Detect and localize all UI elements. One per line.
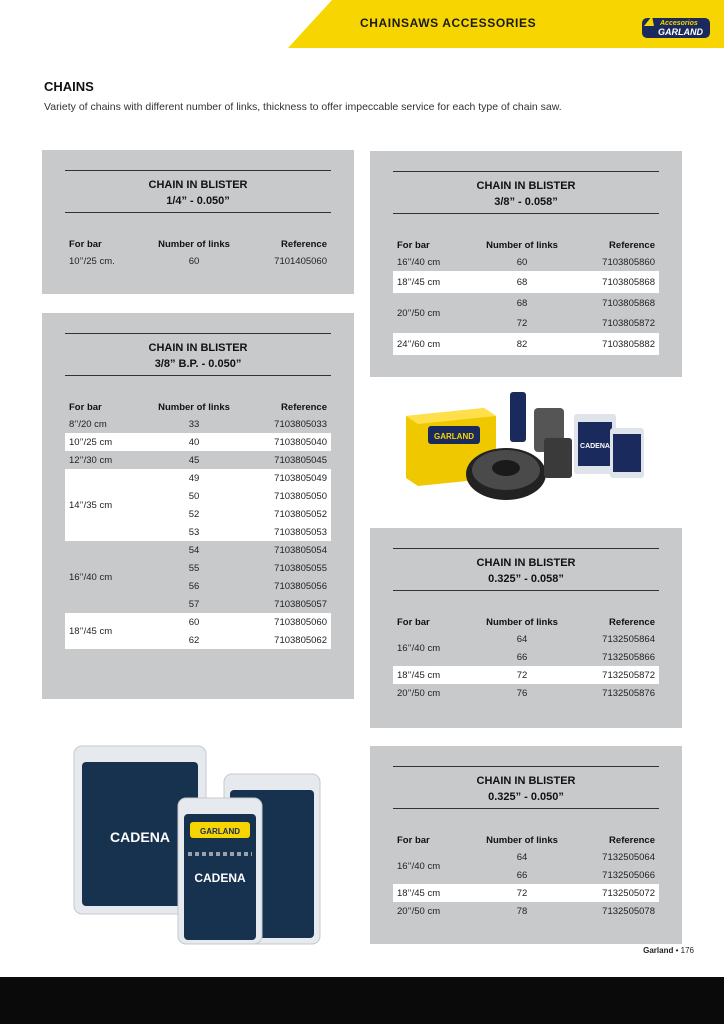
- table-row: [65, 451, 331, 469]
- bar-cell: 16’’/40 cm: [397, 642, 441, 654]
- chain-blister-packs-photo: [70, 742, 330, 948]
- header-reference: Reference: [281, 401, 327, 413]
- bar-cell: 16’’/40 cm: [69, 571, 113, 583]
- links-cell: 78: [516, 905, 528, 917]
- links-cell: 55: [188, 562, 200, 574]
- page-category-title: CHAINSAWS ACCESSORIES: [360, 16, 537, 30]
- header-for-bar: For bar: [397, 834, 430, 846]
- table-row: [145, 523, 331, 541]
- footer-separator: •: [675, 946, 679, 955]
- table-row: [145, 631, 331, 649]
- table-header-row: [393, 237, 659, 253]
- links-cell: 82: [516, 338, 528, 350]
- links-cell: 40: [188, 436, 200, 448]
- table-title: CHAIN IN BLISTER: [476, 775, 576, 787]
- links-cell: 68: [516, 297, 528, 309]
- reference-cell: 7103805050: [274, 490, 327, 502]
- links-cell: 53: [188, 526, 200, 538]
- table-row: [473, 293, 659, 313]
- reference-cell: 7103805868: [602, 276, 655, 288]
- table-header-row: [393, 614, 659, 630]
- table-row-group: [393, 293, 659, 333]
- table-row: [393, 271, 659, 293]
- header-for-bar: For bar: [69, 238, 102, 250]
- reference-cell: 7103805057: [274, 598, 327, 610]
- bar-cell: 12’’/30 cm: [69, 454, 113, 466]
- bar-cell: 16’’/40 cm: [397, 256, 441, 268]
- table-row: [393, 666, 659, 684]
- links-cell: 33: [188, 418, 200, 430]
- reference-cell: 7103805055: [274, 562, 327, 574]
- reference-cell: 7103805056: [274, 580, 327, 592]
- links-cell: 57: [188, 598, 200, 610]
- table-header-row: [65, 236, 331, 252]
- links-cell: 64: [516, 851, 528, 863]
- table-row: [145, 595, 331, 613]
- reference-cell: 7101405060: [274, 255, 327, 267]
- photo-pack-label: CADENA: [580, 443, 610, 450]
- reference-cell: 7132505072: [602, 887, 655, 899]
- chain-table: [65, 236, 331, 270]
- reference-cell: 7103805860: [602, 256, 655, 268]
- table-row: [393, 884, 659, 902]
- header-number-of-links: Number of links: [486, 616, 558, 628]
- links-cell: 68: [516, 276, 528, 288]
- reference-cell: 7132505064: [602, 851, 655, 863]
- table-title: CHAIN IN BLISTER: [476, 557, 576, 569]
- table-panel-38bp-050: [42, 313, 354, 699]
- links-cell: 56: [188, 580, 200, 592]
- bar-cell: 10’’/25 cm.: [69, 255, 115, 267]
- reference-cell: 7103805882: [602, 338, 655, 350]
- bar-cell: 18’’/45 cm: [397, 669, 441, 681]
- header-reference: Reference: [609, 834, 655, 846]
- table-row-group: [65, 469, 331, 541]
- header-number-of-links: Number of links: [158, 238, 230, 250]
- photo-brand-text: GARLAND: [434, 432, 474, 441]
- table-row: [65, 433, 331, 451]
- header-reference: Reference: [609, 239, 655, 251]
- bar-cell: 18’’/45 cm: [397, 887, 441, 899]
- bar-cell: 18’’/45 cm: [397, 276, 441, 288]
- links-cell: 60: [188, 255, 200, 267]
- chain-table: [393, 614, 659, 702]
- table-row: [145, 613, 331, 631]
- reference-cell: 7132505078: [602, 905, 655, 917]
- table-row: [473, 648, 659, 666]
- bar-cell: 16’’/40 cm: [397, 860, 441, 872]
- reference-cell: 7103805062: [274, 634, 327, 646]
- pack-brand-text: GARLAND: [200, 827, 240, 836]
- bar-cell: 18’’/45 cm: [69, 625, 113, 637]
- header-reference: Reference: [609, 616, 655, 628]
- bar-cell: 8’’/20 cm: [69, 418, 107, 430]
- reference-cell: 7103805868: [602, 297, 655, 309]
- table-subtitle: 0.325” - 0.058”: [488, 573, 564, 585]
- table-row: [145, 541, 331, 559]
- table-row: [145, 487, 331, 505]
- links-cell: 49: [188, 472, 200, 484]
- header-reference: Reference: [281, 238, 327, 250]
- table-row: [473, 313, 659, 333]
- table-row: [65, 415, 331, 433]
- table-panel-quarter-050: [42, 150, 354, 294]
- reference-cell: 7132505864: [602, 633, 655, 645]
- header-number-of-links: Number of links: [486, 239, 558, 251]
- table-subtitle: 3/8” B.P. - 0.050”: [154, 358, 242, 370]
- reference-cell: 7103805049: [274, 472, 327, 484]
- pack-front-label: CADENA: [194, 871, 246, 885]
- table-row: [393, 684, 659, 702]
- reference-cell: 7103805053: [274, 526, 327, 538]
- header-for-bar: For bar: [397, 239, 430, 251]
- bar-cell: 20’’/50 cm: [397, 905, 441, 917]
- section-description: Variety of chains with different number of links, thickness to offer impeccable service for each type of chain saw.: [44, 101, 562, 113]
- table-row: [473, 866, 659, 884]
- chain-table: [393, 237, 659, 355]
- links-cell: 60: [188, 616, 200, 628]
- header-for-bar: For bar: [69, 401, 102, 413]
- page-number: [643, 946, 694, 955]
- reference-cell: 7103805872: [602, 317, 655, 329]
- chain-table: [65, 399, 331, 649]
- table-header-row: [65, 399, 331, 415]
- table-subtitle: 1/4” - 0.050”: [166, 195, 230, 207]
- table-title: CHAIN IN BLISTER: [148, 342, 248, 354]
- links-cell: 62: [188, 634, 200, 646]
- table-row: [473, 848, 659, 866]
- table-title: CHAIN IN BLISTER: [476, 180, 576, 192]
- links-cell: 72: [516, 317, 528, 329]
- reference-cell: 7132505872: [602, 669, 655, 681]
- footer-page: 176: [680, 946, 694, 955]
- table-row: [393, 902, 659, 920]
- links-cell: 50: [188, 490, 200, 502]
- table-panel-38-058: [370, 151, 682, 377]
- pack-back-label: CADENA: [110, 829, 170, 845]
- header-number-of-links: Number of links: [486, 834, 558, 846]
- links-cell: 72: [516, 887, 528, 899]
- links-cell: 76: [516, 687, 528, 699]
- links-cell: 64: [516, 633, 528, 645]
- table-row-group: [393, 630, 659, 666]
- links-cell: 45: [188, 454, 200, 466]
- reference-cell: 7132505066: [602, 869, 655, 881]
- links-cell: 66: [516, 869, 528, 881]
- table-row-group: [393, 848, 659, 884]
- table-row: [473, 630, 659, 648]
- reference-cell: 7132505866: [602, 651, 655, 663]
- links-cell: 72: [516, 669, 528, 681]
- table-title: CHAIN IN BLISTER: [148, 179, 248, 191]
- header-for-bar: For bar: [397, 616, 430, 628]
- table-row: [145, 577, 331, 595]
- table-subtitle: 3/8” - 0.058”: [494, 196, 558, 208]
- header-number-of-links: Number of links: [158, 401, 230, 413]
- bar-cell: 20’’/50 cm: [397, 307, 441, 319]
- garland-logo: [640, 12, 712, 42]
- footer-brand: Garland: [643, 946, 674, 955]
- table-row: [145, 559, 331, 577]
- logo-bottom-text: GARLAND: [658, 27, 703, 37]
- reference-cell: 7103805052: [274, 508, 327, 520]
- bar-cell: 10’’/25 cm: [69, 436, 113, 448]
- reference-cell: 7103805060: [274, 616, 327, 628]
- bar-cell: 14’’/35 cm: [69, 499, 113, 511]
- reference-cell: 7103805045: [274, 454, 327, 466]
- table-row: [393, 333, 659, 355]
- reference-cell: 7103805054: [274, 544, 327, 556]
- table-subtitle: 0.325” - 0.050”: [488, 791, 564, 803]
- reference-cell: 7132505876: [602, 687, 655, 699]
- bar-cell: 20’’/50 cm: [397, 687, 441, 699]
- section-title: CHAINS: [44, 79, 94, 94]
- bottom-black-band: [0, 977, 724, 1024]
- logo-top-text: Accesorios: [660, 20, 698, 27]
- links-cell: 60: [516, 256, 528, 268]
- links-cell: 66: [516, 651, 528, 663]
- table-panel-325-058: [370, 528, 682, 728]
- chain-table: [393, 832, 659, 920]
- reference-cell: 7103805040: [274, 436, 327, 448]
- reference-cell: 7103805033: [274, 418, 327, 430]
- table-row: [65, 252, 331, 270]
- table-header-row: [393, 832, 659, 848]
- table-panel-325-050: [370, 746, 682, 944]
- table-row: [145, 505, 331, 523]
- links-cell: 54: [188, 544, 200, 556]
- links-cell: 52: [188, 508, 200, 520]
- chain-roll-and-sharpener-photo: [398, 386, 658, 514]
- bar-cell: 24’’/60 cm: [397, 338, 441, 350]
- table-row-group: [65, 541, 331, 613]
- table-row: [393, 253, 659, 271]
- table-row: [145, 469, 331, 487]
- table-row-group: [65, 613, 331, 649]
